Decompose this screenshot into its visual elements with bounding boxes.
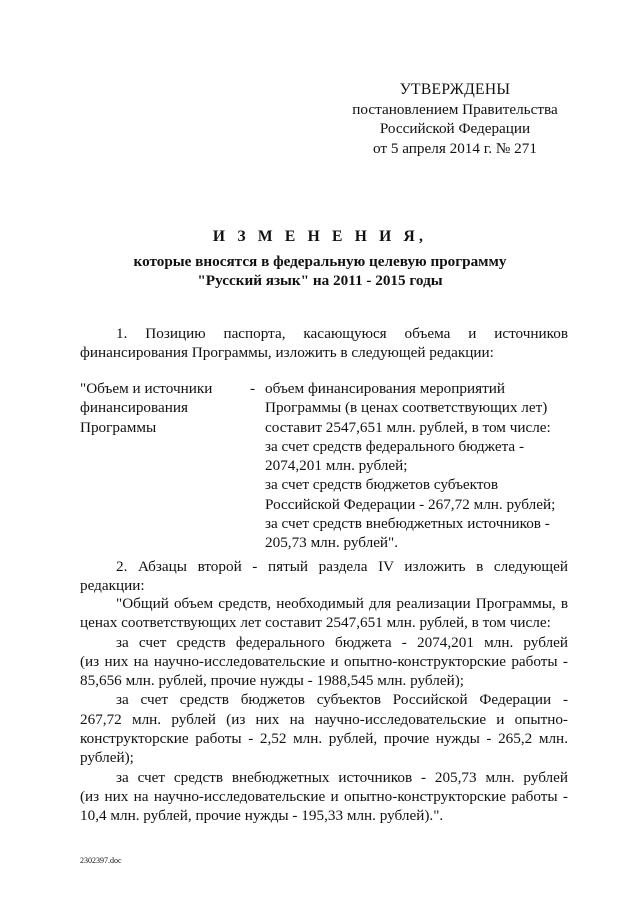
passport-table (80, 379, 568, 553)
approval-title: УТВЕРЖДЕНЫ (399, 81, 511, 98)
quote-line: конструкторские работы - 2,52 млн. рублей, прочие нужды - 265,2 млн. (80, 730, 568, 748)
passport-left-line: Программы (80, 418, 157, 436)
approval-line: от 5 апреля 2014 г. № 271 (373, 139, 537, 157)
paragraph-2-line: 2. Абзацы второй - пятый раздела IV изложить в следующей (116, 558, 568, 575)
approval-line: постановлением Правительства (352, 101, 558, 118)
quote-line: ценах соответствующих лет составит 2547,651 млн. рублей, в том числе: (80, 614, 551, 632)
title-heading: И З М Е Н Е Н И Я, (212, 228, 428, 245)
passport-right-line: за счет средств бюджетов субъектов (265, 476, 499, 494)
quote-paragraph-1 (80, 594, 568, 633)
passport-right-line: составит 2547,651 млн. рублей, в том числе: (265, 418, 551, 436)
title-line: которые вносятся в федеральную целевую программу (133, 253, 507, 270)
paragraph-1-line: 1. Позицию паспорта, касающуюся объема и источников (116, 325, 568, 342)
quote-line: "Общий объем средств, необходимый для реализации Программы, в (116, 595, 568, 612)
paragraph-1 (80, 324, 568, 363)
footer-filename: 2302397.doc (80, 856, 122, 865)
quote-line: рублей); (80, 749, 134, 767)
passport-right-line: за счет средств внебюджетных источников - (265, 515, 550, 533)
paragraph-2-line: редакции: (80, 577, 145, 595)
quoted-text (80, 594, 568, 826)
quote-line: за счет средств федерального бюджета - 2074,201 млн. рублей (116, 633, 568, 651)
passport-left-line: финансирования (80, 399, 188, 417)
paragraph-1-line: финансирования Программы, изложить в следующей редакции: (80, 344, 494, 362)
passport-right-line: за счет средств федерального бюджета - (265, 437, 525, 455)
quote-paragraph-3 (80, 690, 568, 767)
passport-left-line: "Объем и источники (80, 380, 213, 397)
approval-line: Российской Федерации (379, 120, 531, 138)
title-line: "Русский язык" на 2011 - 2015 годы (197, 272, 443, 290)
quote-line: за счет средств бюджетов субъектов Российской Федерации - (116, 691, 568, 709)
quote-paragraph-2 (80, 633, 568, 691)
passport-right-line: Российской Федерации - 267,72 млн. рублей; (265, 495, 556, 513)
paragraph-2 (80, 557, 568, 596)
quote-line: за счет средств внебюджетных источников - 205,73 млн. рублей (116, 768, 568, 786)
passport-right-column (265, 379, 568, 553)
approval-block (330, 80, 580, 158)
quote-line: (из них на научно-исследовательские и опытно-конструкторские работы - (80, 787, 568, 805)
passport-right-line: Программы (в ценах соответствующих лет) (265, 399, 548, 417)
quote-line: 267,72 млн. рублей (из них на научно-исследовательские и опытно- (80, 710, 568, 728)
passport-left-column (80, 379, 250, 553)
passport-right-line: объем финансирования мероприятий (265, 380, 505, 397)
passport-right-line: 205,73 млн. рублей". (265, 534, 399, 552)
quote-paragraph-4 (80, 768, 568, 826)
document-title (80, 222, 560, 291)
quote-line: (из них на научно-исследовательские и опытно-конструкторские работы - (80, 652, 568, 670)
passport-right-line: 2074,201 млн. рублей; (265, 457, 408, 475)
passport-dash: - (250, 380, 256, 397)
quote-line: 10,4 млн. рублей, прочие нужды - 195,33 млн. рублей).". (80, 807, 444, 825)
quote-line: 85,656 млн. рублей, прочие нужды - 1988,545 млн. рублей); (80, 672, 464, 690)
